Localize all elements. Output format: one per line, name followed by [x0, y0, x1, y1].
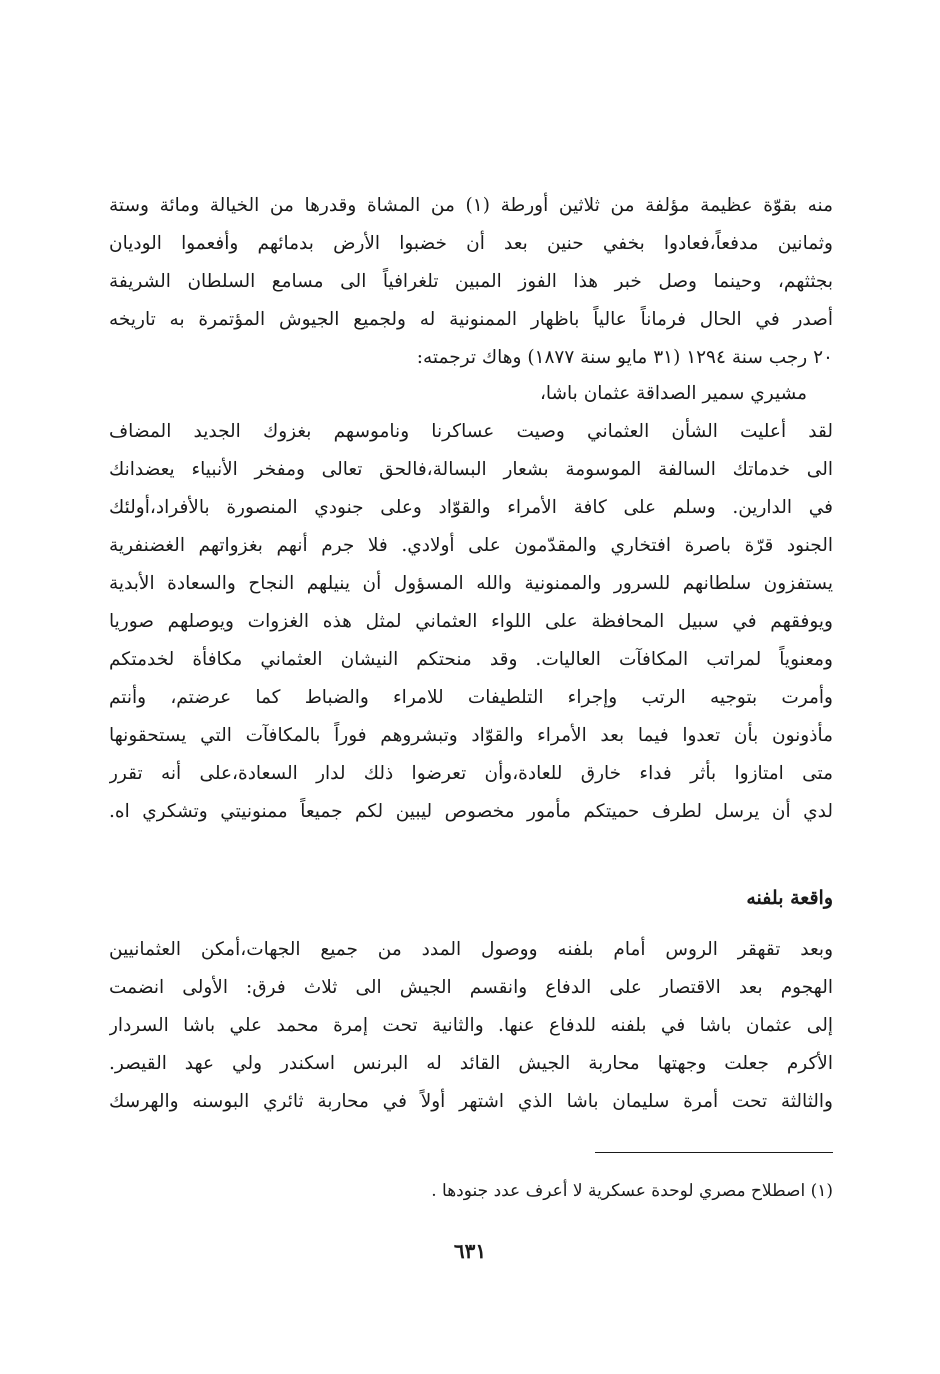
body-line: في الدارين. وسلم على كافة الأمراء والقوّاد وعلى جنودي المنصورة بالأفراد،أولئك — [109, 497, 833, 518]
body-line: والثالثة تحت أمرة سليمان باشا الذي اشتهر أولاً في محاربة ثائري البوسنه والهرسك — [109, 1091, 833, 1112]
letter-salutation: مشيري سمير الصداقة عثمان باشا، — [539, 383, 807, 404]
body-line: الأكرم جعلت وجهتها محاربة الجيش القائد له البرنس اسكندر ولي عهد القيصر. — [109, 1053, 833, 1074]
footnote-divider — [595, 1152, 833, 1153]
section-heading: واقعة بلفنه — [746, 887, 833, 909]
body-line: ويوفقهم في سبيل المحافظة على اللواء العثماني لمثل هذه الغزوات ويوصلهم صوريا — [109, 611, 833, 632]
footnote: (١) اصطلاح مصري لوحدة عسكرية لا أعرف عدد جنودها . — [431, 1181, 833, 1201]
page-number: ٦٣١ — [453, 1239, 487, 1263]
body-line: وثمانين مدفعاً،فعادوا بخفي حنين بعد أن خضبوا الأرض بدمائهم وأفعموا الوديان — [109, 233, 833, 254]
body-line: مأذونون بأن تعدوا فيما بعد الأمراء والقوّاد وتبشروهم فوراً بالمكافآت التي يستحقونها — [109, 725, 833, 746]
body-line: يستفزون سلطانهم للسرور والممنونية والله المسؤول أن ينيلهم النجاح والسعادة الأبدية — [109, 573, 833, 594]
body-line: الجنود قرّة باصرة افتخاري والمقدّمون على أولادي. فلا جرم أنهم بغزواتهم الغضنفرية — [109, 535, 833, 556]
body-line: أصدر في الحال فرماناً عالياً باظهار الممنونية له ولجميع الجيوش المؤتمرة به تاريخه — [109, 309, 833, 330]
body-line: متى امتازوا بأثر فداء خارق للعادة،وأن تعرضوا ذلك لدار السعادة،على أنه تقرر — [109, 763, 833, 784]
body-line: وبعد تقهقر الروس أمام بلفنه ووصول المدد من جميع الجهات،أمكن العثمانيين — [109, 939, 833, 960]
body-line: الهجوم بعد الاقتصار على الدفاع وانقسم الجيش الى ثلاث فرق: الأولى انضمت — [109, 977, 833, 998]
body-line: ومعنوياً لمراتب المكافآت العاليات. وقد منحتكم النيشان العثماني مكافأة لخدمتكم — [109, 649, 833, 670]
body-line: بجثثهم، وحينما وصل خبر هذا الفوز المبين تلغرافياً الى مسامع السلطان الشريفة — [109, 271, 833, 292]
body-line: وأمرت بتوجيه الرتب وإجراء التلطيفات للامراء والضباط كما عرضتم، وأنتم — [109, 687, 833, 708]
body-line: منه بقوّة عظيمة مؤلفة من ثلاثين أورطة (١) من المشاة وقدرها من الخيالة ومائة وستة — [109, 195, 833, 216]
body-line: لدي أن يرسل لطرف حميتكم مأمور مخصوص ليبين لكم جميعاً ممنونيتي وتشكري اه. — [109, 801, 833, 822]
body-line: ٢٠ رجب سنة ١٢٩٤ (٣١ مايو سنة ١٨٧٧) وهاك ترجمته: — [416, 347, 833, 368]
body-line: إلى عثمان باشا في بلفنه للدفاع عنها. والثانية تحت إمرة محمد علي باشا السردار — [109, 1015, 833, 1036]
body-line: الى خدماتك السالفة الموسومة بشعار البسالة،فالحق تعالى ومفخر الأنبياء يعضدانك — [109, 459, 833, 480]
body-line: لقد أعليت الشأن العثماني وصيت عساكرنا وناموسهم بغزوك الجديد المضاف — [109, 421, 833, 442]
